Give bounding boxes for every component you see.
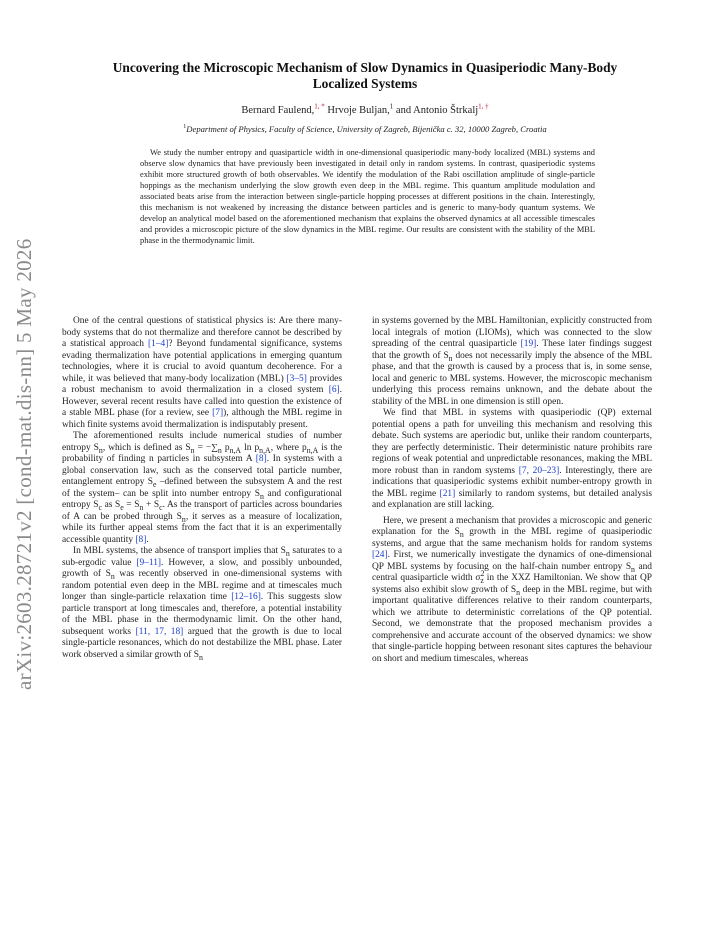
affiliation	[95, 124, 635, 134]
citation-link[interactable]: [24]	[372, 550, 388, 560]
author-list	[95, 102, 635, 116]
paper-title: Uncovering the Microscopic Mechanism of Slow Dynamics in Quasiperiodic Many-Body Localized Systems	[112, 60, 618, 91]
citation-link[interactable]: [8]	[255, 454, 267, 464]
paragraph: In MBL systems, the absence of transport implies that $S_n$ saturates to a sub-ergodic value [9–11]. However, a slow, and possibly unbounded, growth of $S_n$ was recently observed in one-dimensional systems with random potential even deep in the MBL regime and at timescales much longer than single-particle relaxation time [12–16]. This suggests slow particle transport at long timescales and, therefore, a potential instability of the MBL phase in the thermodynamic limit. On the other hand, subsequent works [11, 17, 18] argued that the growth is due to local single-particle resonances, which do not destabilize the MBL phase. Later work observed a similar growth of $S_n$	[62, 546, 342, 662]
citation-link[interactable]: [12–16]	[231, 592, 261, 602]
citation-link[interactable]: [1–4]	[148, 339, 169, 349]
paragraph: Here, we present a mechanism that provides a microscopic and generic explanation for the $S_n$ growth in the MBL regime of quasiperiodic systems, and argue that the same mechanism holds for random systems [24]. First, we numerically investigate the dynamics of one-dimensional QP MBL systems by focusing on the half-chain number entropy $S_n$ and central quasiparticle width $\sigma^2_z$ in the XXZ Hamiltonian. We show that QP systems also exhibit slow growth of $S_n$ deep in the MBL regime, but with important qualitative differences relative to their random counterparts, which we attribute to deterministic correlations of the QP potential. Second, we demonstrate that the proposed mechanism provides a comprehensive and accurate account of the observed dynamics: we show that single-particle hopping between resonant sites captures the behaviour on short and medium timescales, whereas	[372, 515, 652, 664]
paragraph: The aforementioned results include numerical studies of number entropy $S_n$, which is defined as $S_n = -\sum_n$ $p_{n,A}$ $\ln p_{n,A}$, where $p_{n,A}$ is the probability of finding n particles in subsystem A [8]. In systems with a global conservation law, such as the conserved total particle number, entanglement entropy $S_e$ –defined between the subsystem A and the rest of the system– can be split into number entropy $S_n$ and configurational entropy $S_c$ as $S_e = S_n + S_c$. As the transport of particles across boundaries of A can be probed through $S_n$, it serves as a measure of localization, while its further appeal stems from the fact that it is an experimentally accessible quantity [8].	[62, 431, 343, 545]
left-column	[62, 316, 342, 661]
citation-link[interactable]: [19]	[520, 339, 537, 349]
citation-link[interactable]: [21]	[439, 488, 456, 499]
citation-link[interactable]: [7, 20–23]	[518, 465, 560, 476]
citation-link[interactable]: [7]	[212, 408, 224, 418]
abstract: We study the number entropy and quasiparticle width in one-dimensional quasiperiodic many-body localized (MBL) systems and observe slow dynamics that have previously been investigated in detail only in random systems. In contrast, quasiperiodic systems exhibit more structured growth of both observables. We identify the modulation of the Rabi oscillation amplitude of single-particle hoppings as the mechanism underlying the slow growth even deep in the MBL regime. This quantum amplitude modulation and associated beats arise from the interaction between single-particle hopping processes at different positions in the chain. Interestingly, this mechanism is not weakened by increasing the distance between particles and is generic to many-body quantum systems. We develop an analytical model based on the aforementioned mechanism that explains the observed dynamics at all accessible timescales and provides a microscopic picture of the slow dynamics in the MBL regime. Our results are consistent with the stability of the MBL phase in the thermodynamic limit.	[140, 148, 595, 245]
paragraph: We find that MBL in systems with quasiperiodic (QP) external potential opens a path for unveiling this mechanism and resolving this debate. Such systems are aperiodic but, unlike their random counterparts, they are perfectly deterministic. Their deterministic nature prohibits rare regions of weak potential and unpredictable resonances, making the MBL more robust than in random systems [7, 20–23]. Interestingly, there are indications that quasiperiodic systems exhibit number-entropy growth in the MBL regime [21] similarly to random systems, but detailed analysis and explanation are still lacking.	[372, 408, 653, 510]
citation-link[interactable]: [11, 17, 18]	[135, 626, 184, 637]
right-column	[372, 316, 652, 665]
citation-link[interactable]: [9–11]	[136, 557, 162, 568]
citation-link[interactable]: [8]	[135, 534, 147, 545]
author-buljan: Hrvoje Buljan,	[327, 105, 390, 116]
author-strkalj: and Antonio Štrkalj	[395, 105, 479, 116]
paragraph: in systems governed by the MBL Hamiltonian, explicitly constructed from local integrals of motion (LIOMs), which was connected to the slow spreading of the central quasiparticle [19]. These later findings suggest that the growth of $S_n$ does not necessarily imply the absence of the MBL phase, and that the growth is caused by a process that is, in some sense, local and generic to MBL systems. However, the microscopic mechanism underlying this process remains unknown, and the debate about the stability of the MBL in one dimension is still open.	[372, 316, 652, 407]
author-faulend: Bernard Faulend,	[241, 105, 315, 116]
citation-link[interactable]: [6]	[328, 385, 340, 395]
affiliation-marker: 1	[183, 124, 187, 131]
author-buljan-marks: 1	[389, 102, 394, 111]
citation-link[interactable]: [3–5]	[286, 373, 307, 384]
author-strkalj-marks[interactable]: 1, †	[478, 102, 489, 111]
arxiv-identifier[interactable]: arXiv:2603.28721v2 [cond-mat.dis-nn] 5 May 2026	[12, 238, 36, 690]
author-faulend-marks[interactable]: 1, *	[314, 102, 325, 111]
affiliation-text: Department of Physics, Faculty of Science, University of Zagreb, Bijenička c. 32, 10000 Zagreb, Croatia	[186, 124, 547, 134]
paragraph: One of the central questions of statistical physics is: Are there many-body systems that do not thermalize and therefore cannot be described by a statistical approach [1–4]? Beyond fundamental significance, systems evading thermalization have potential applications in emerging quantum technologies, where it is crucial to avoid quantum decoherence. For a while, it was believed that many-body localization (MBL) [3–5] provides a robust mechanism to avoid thermalization in a closed system [6]. However, several recent results have called into question the existence of a stable MBL phase (for a review, see [7]), although the MBL regime in which finite systems avoid thermalization is indisputably present.	[62, 316, 342, 430]
